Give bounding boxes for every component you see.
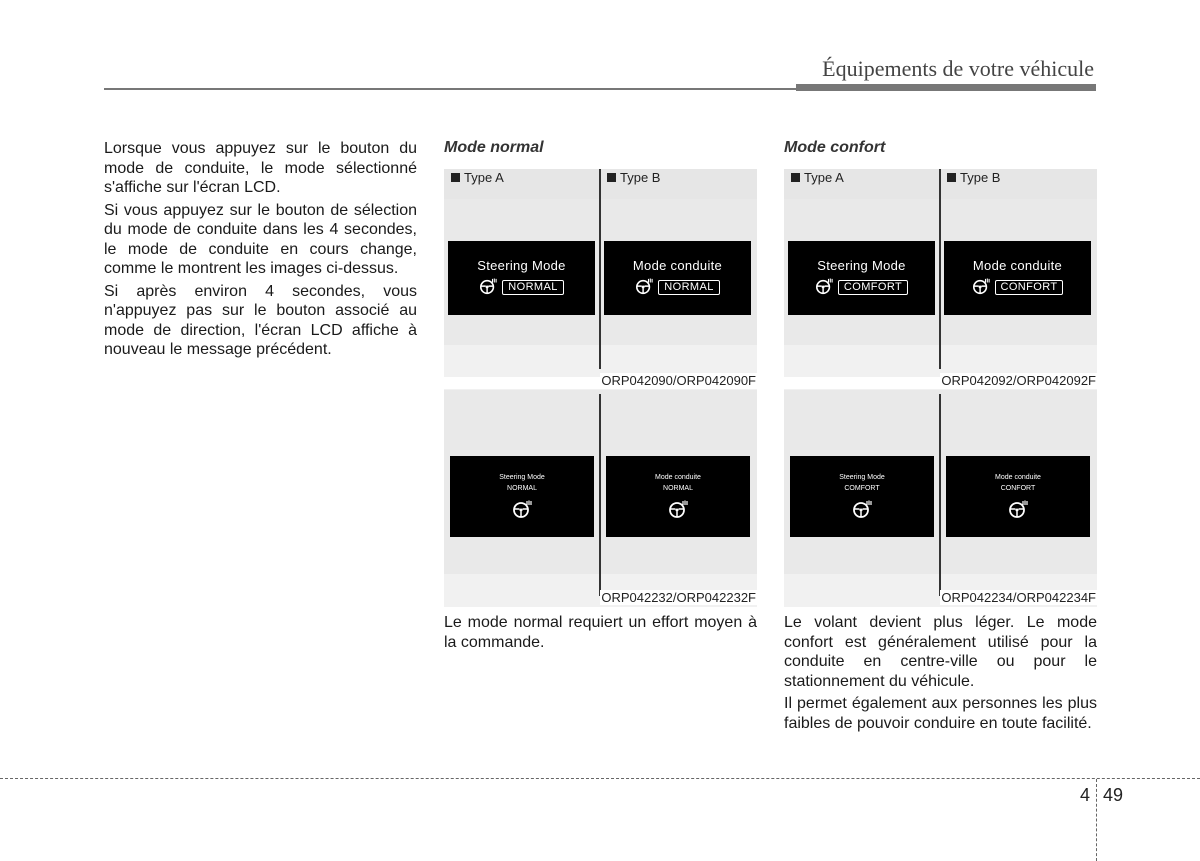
- lcd-cluster-type-a-confort: [790, 456, 934, 537]
- lcd-title: Steering Mode: [839, 474, 885, 481]
- page-header-title: Équipements de votre véhicule: [822, 56, 1094, 81]
- lcd-cluster-type-a-normal: [450, 456, 594, 537]
- header-rule-accent: [796, 84, 1096, 91]
- footer-rule: [0, 778, 1200, 779]
- lcd-title: Steering Mode: [477, 258, 566, 273]
- lcd-title: Mode conduite: [972, 258, 1063, 273]
- mode-indicator: CONFORT: [995, 280, 1064, 295]
- type-b-label: Type B: [947, 170, 1000, 185]
- lcd-title: Mode conduite: [632, 258, 723, 273]
- intro-text: [104, 139, 417, 363]
- mode-normal-heading: Mode normal: [444, 139, 544, 156]
- lcd-title: Steering Mode: [499, 474, 545, 481]
- steering-wheel-icon: [815, 278, 833, 296]
- steering-wheel-icon: [512, 499, 532, 519]
- intro-paragraph-3: Si après environ 4 secondes, vous n'appuyez pas sur le bouton associé au mode de direction, l'écran LCD affiche à nouveau le message précédent.: [104, 282, 417, 358]
- page-number: 49: [1103, 785, 1124, 805]
- mode-indicator: NORMAL: [502, 280, 563, 295]
- type-a-label: Type A: [791, 170, 844, 185]
- footer-divider: [1096, 779, 1097, 861]
- mode-indicator: COMFORT: [838, 280, 908, 295]
- caption-paragraph-2: Il permet également aux personnes les plus faibles de pouvoir conduire en toute facilité.: [784, 695, 1097, 732]
- lcd-cluster-type-b-normal: [606, 456, 750, 537]
- mode-confort-figure: [784, 169, 1097, 607]
- lcd-cluster-type-b-confort: [946, 456, 1090, 537]
- mode-normal-caption: [444, 613, 757, 655]
- steering-wheel-icon: [972, 278, 990, 296]
- type-a-label: Type A: [451, 170, 504, 185]
- type-b-label: Type B: [607, 170, 660, 185]
- lcd-mode: NORMAL: [663, 485, 693, 492]
- lcd-type-a-confort: [788, 241, 935, 315]
- steering-wheel-icon: [635, 278, 653, 296]
- lcd-title: Steering Mode: [817, 258, 906, 273]
- steering-wheel-icon: [668, 499, 688, 519]
- mode-indicator: NORMAL: [658, 280, 719, 295]
- lcd-title: Mode conduite: [995, 474, 1041, 481]
- figure-code-top: ORP042092/ORP042092F: [941, 373, 1096, 388]
- mode-normal-figure: [444, 169, 757, 607]
- steering-wheel-icon: [852, 499, 872, 519]
- lcd-type-b-confort: [944, 241, 1091, 315]
- lcd-type-b-normal: [604, 241, 751, 315]
- mode-confort-caption: [784, 613, 1097, 736]
- header-rule: [104, 88, 796, 90]
- chapter-number: 4: [1080, 785, 1091, 805]
- figure-code-top: ORP042090/ORP042090F: [601, 373, 756, 388]
- steering-wheel-icon: [1008, 499, 1028, 519]
- caption-paragraph: Le mode normal requiert un effort moyen à la commande.: [444, 614, 757, 651]
- caption-paragraph-1: Le volant devient plus léger. Le mode confort est généralement utilisé pour la conduite en centre-ville ou pour le stationnement du véhicule.: [784, 614, 1097, 690]
- steering-wheel-icon: [479, 278, 497, 296]
- mode-confort-heading: Mode confort: [784, 139, 886, 156]
- figure-code-bottom: ORP042234/ORP042234F: [941, 590, 1096, 605]
- lcd-type-a-normal: [448, 241, 595, 315]
- lcd-mode: COMFORT: [844, 485, 880, 492]
- lcd-mode: NORMAL: [507, 485, 537, 492]
- lcd-mode: CONFORT: [1000, 485, 1036, 492]
- intro-paragraph-2: Si vous appuyez sur le bouton de sélection du mode de conduite dans les 4 secondes, le mode de conduite en cours change, comme le montrent les images ci-dessus.: [104, 201, 417, 277]
- figure-code-bottom: ORP042232/ORP042232F: [601, 590, 756, 605]
- lcd-title: Mode conduite: [655, 474, 701, 481]
- intro-paragraph-1: Lorsque vous appuyez sur le bouton du mode de conduite, le mode sélectionné s'affiche sur l'écran LCD.: [104, 140, 417, 196]
